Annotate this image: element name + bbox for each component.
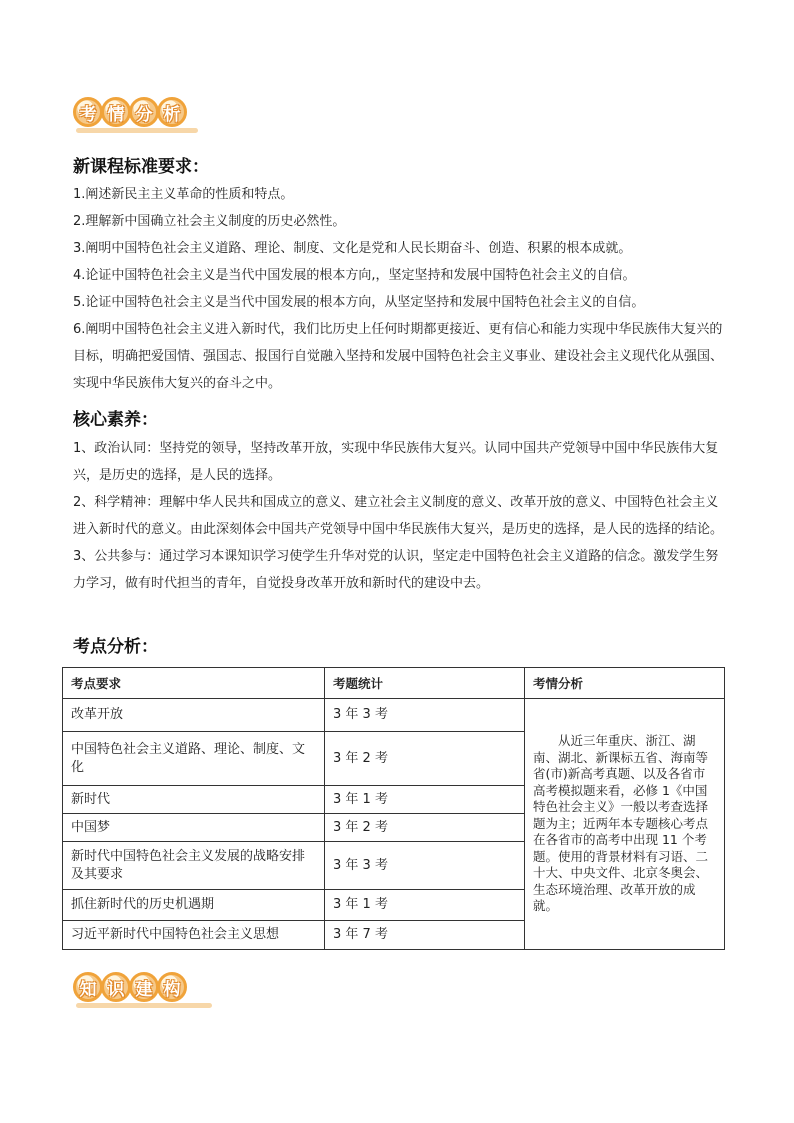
stat-cell: 3 年 1 考 xyxy=(325,890,525,921)
standard-item: 2.理解新中国确立社会主义制度的历史必然性。 xyxy=(73,214,346,229)
literacy-item: 3、公共参与：通过学习本课知识学习使学生升华对党的认识，坚定走中国特色社会主义道路的信念。激发学生努力学习，做有时代担当的青年，自觉投身改革开放和新时代的建设中去。 xyxy=(73,549,719,591)
standard-item: 6.阐明中国特色社会主义进入新时代，我们比历史上任何时期都更接近、更有信心和能力实现中华民族伟大复兴的目标，明确把爱国情、强国志、报国行自觉融入坚持和发展中国特色社会主义事业、建设社会主义现代化从强国、实现中华民族伟大复兴的奋斗之中。 xyxy=(73,322,724,391)
standard-item: 4.论证中国特色社会主义是当代中国发展的根本方向,，坚定坚持和发展中国特色社会主义的自信。 xyxy=(73,268,636,283)
stat-cell: 3 年 7 考 xyxy=(325,921,525,950)
requirement-cell: 改革开放 xyxy=(63,699,325,732)
column-header: 考情分析 xyxy=(525,668,725,699)
stat-cell: 3 年 3 考 xyxy=(325,842,525,890)
analysis-cell xyxy=(525,699,725,950)
heading-exam-points: 考点分析： xyxy=(73,637,158,657)
heading-literacy: 核心素养： xyxy=(73,410,158,430)
requirement-cell: 抓住新时代的历史机遇期 xyxy=(63,890,325,921)
requirement-cell: 中国梦 xyxy=(63,814,325,842)
requirement-cell: 习近平新时代中国特色社会主义思想 xyxy=(63,921,325,950)
badge-char: 分 xyxy=(129,97,159,127)
section-badge-knowledge xyxy=(73,972,185,1002)
badge-char: 知 xyxy=(73,972,103,1002)
requirement-cell: 新时代 xyxy=(63,786,325,814)
column-header: 考点要求 xyxy=(63,668,325,699)
badge-char: 建 xyxy=(129,972,159,1002)
stat-cell: 3 年 3 考 xyxy=(325,699,525,732)
stat-cell: 3 年 2 考 xyxy=(325,732,525,786)
table-header-row xyxy=(63,668,725,699)
standard-item: 5.论证中国特色社会主义是当代中国发展的根本方向，从坚定坚持和发展中国特色社会主义的自信。 xyxy=(73,295,645,310)
badge-char: 情 xyxy=(101,97,131,127)
standards-list xyxy=(73,181,723,397)
stat-cell: 3 年 2 考 xyxy=(325,814,525,842)
requirement-cell: 新时代中国特色社会主义发展的战略安排及其要求 xyxy=(63,842,325,890)
badge-underline xyxy=(76,128,198,133)
heading-standards: 新课程标准要求： xyxy=(73,157,209,177)
literacy-item: 2、科学精神：理解中华人民共和国成立的意义、建立社会主义制度的意义、改革开放的意义、中国特色社会主义进入新时代的意义。由此深刻体会中国共产党领导中国中华民族伟大复兴，是历史的选择，是人民的选择的结论。 xyxy=(73,495,724,537)
requirement-cell: 中国特色社会主义道路、理论、制度、文化 xyxy=(63,732,325,786)
badge-char: 构 xyxy=(157,972,187,1002)
exam-points-table xyxy=(62,667,725,950)
table-row xyxy=(63,699,725,732)
standard-item: 1.阐述新民主主义革命的性质和特点。 xyxy=(73,187,294,202)
badge-char: 考 xyxy=(73,97,103,127)
stat-cell: 3 年 1 考 xyxy=(325,786,525,814)
badge-char: 析 xyxy=(157,97,187,127)
analysis-text: 从近三年重庆、浙江、湖南、湖北、新课标五省、海南等省(市)新高考真题、以及各省市高考模拟题来看，必修 1《中国特色社会主义》一般以考查选择题为主；近两年本专题核心考点在各省市的高考中出现 11 个考题。使用的背景材料有习语、二十大、中央文件、北京冬奥会、生态环境治理、改革开放的成就。 xyxy=(533,733,709,914)
badge-underline xyxy=(76,1003,212,1008)
section-badge-analysis xyxy=(73,97,185,127)
badge-char: 识 xyxy=(101,972,131,1002)
literacy-item: 1、政治认同：坚持党的领导，坚持改革开放，实现中华民族伟大复兴。认同中国共产党领导中国中华民族伟大复兴，是历史的选择，是人民的选择。 xyxy=(73,441,719,483)
standard-item: 3.阐明中国特色社会主义道路、理论、制度、文化是党和人民长期奋斗、创造、积累的根本成就。 xyxy=(73,241,632,256)
literacy-list xyxy=(73,435,723,597)
column-header: 考题统计 xyxy=(325,668,525,699)
